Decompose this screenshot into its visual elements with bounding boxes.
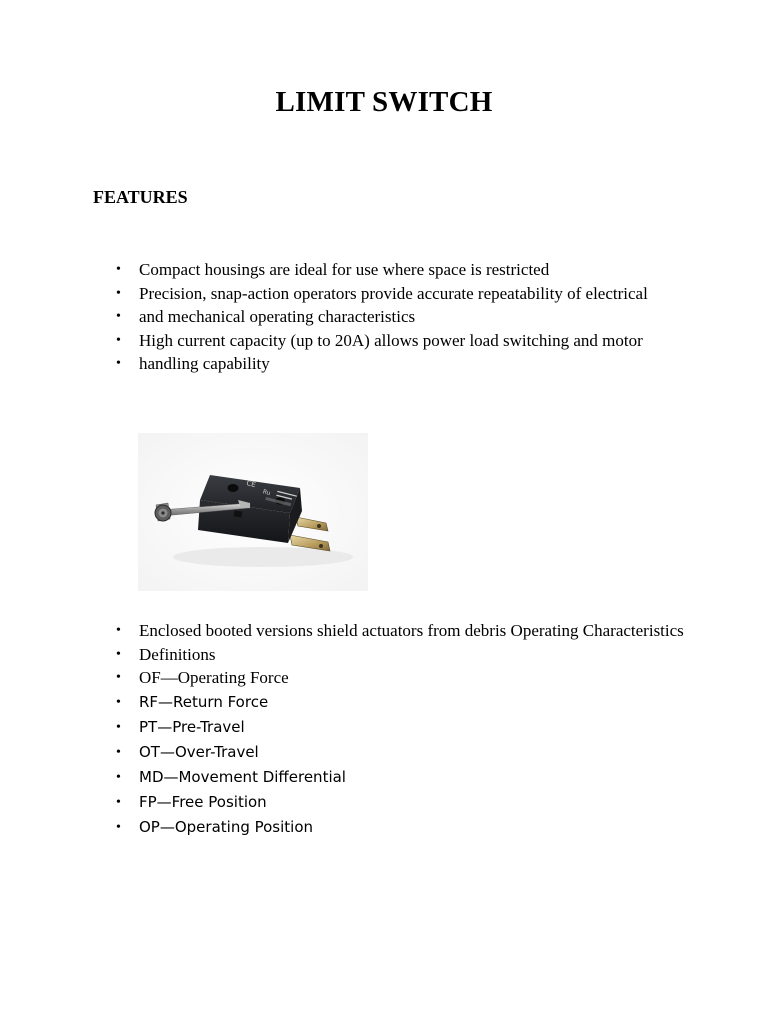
bullet-icon: • bbox=[116, 332, 121, 348]
list-item-text: OF—Operating Force bbox=[139, 668, 289, 687]
bullet-icon: • bbox=[116, 309, 121, 324]
features-list-1 bbox=[115, 258, 699, 376]
list-item bbox=[115, 666, 699, 690]
list-item bbox=[115, 815, 699, 840]
bullet-icon: • bbox=[116, 285, 121, 301]
list-item bbox=[115, 305, 699, 329]
list-item-text: Compact housings are ideal for use where space is restricted bbox=[139, 260, 550, 279]
list-item bbox=[115, 258, 699, 282]
list-item-text: MD—Movement Differential bbox=[139, 767, 346, 786]
list-item bbox=[115, 790, 699, 815]
bullet-icon: • bbox=[116, 262, 121, 277]
features-list-2 bbox=[115, 619, 699, 840]
list-item bbox=[115, 690, 699, 715]
list-item-text: RF—Return Force bbox=[139, 692, 269, 711]
list-item bbox=[115, 329, 699, 353]
list-item bbox=[115, 643, 699, 667]
list-item-text: OP—Operating Position bbox=[139, 817, 314, 836]
list-item-text: OT—Over-Travel bbox=[139, 742, 259, 761]
list-item-text: Definitions bbox=[139, 644, 216, 664]
list-item-text: and mechanical operating characteristics bbox=[139, 307, 416, 326]
list-item-text: Enclosed booted versions shield actuators from debris Operating Characteristics bbox=[139, 621, 684, 640]
limit-switch-photo bbox=[138, 433, 368, 591]
bullet-icon: • bbox=[116, 819, 121, 835]
list-item bbox=[115, 352, 699, 376]
ru-marking: Ru bbox=[262, 488, 272, 498]
list-item bbox=[115, 740, 699, 765]
list-item-text: PT—Pre-Travel bbox=[139, 717, 245, 736]
list-item-text: High current capacity (up to 20A) allows power load switching and motor bbox=[139, 330, 643, 350]
document-title: LIMIT SWITCH bbox=[275, 86, 493, 118]
list-item-text: handling capability bbox=[139, 354, 270, 373]
bullet-icon: • bbox=[116, 623, 121, 638]
bullet-icon: • bbox=[116, 646, 121, 662]
list-item-text: Precision, snap-action operators provide accurate repeatability of electrical bbox=[139, 283, 648, 303]
list-item bbox=[115, 765, 699, 790]
bullet-icon: • bbox=[116, 769, 121, 785]
bullet-icon: • bbox=[116, 670, 121, 685]
list-item bbox=[115, 282, 699, 306]
limit-switch-illustration bbox=[138, 433, 368, 591]
ce-marking: CE bbox=[245, 479, 257, 490]
bullet-icon: • bbox=[116, 744, 121, 760]
bullet-icon: • bbox=[116, 719, 121, 735]
features-heading: FEATURES bbox=[93, 187, 188, 207]
list-item bbox=[115, 619, 699, 643]
bullet-icon: • bbox=[116, 356, 121, 371]
list-item-text: FP—Free Position bbox=[139, 792, 267, 811]
bullet-icon: • bbox=[116, 694, 121, 710]
list-item bbox=[115, 715, 699, 740]
bullet-icon: • bbox=[116, 794, 121, 810]
